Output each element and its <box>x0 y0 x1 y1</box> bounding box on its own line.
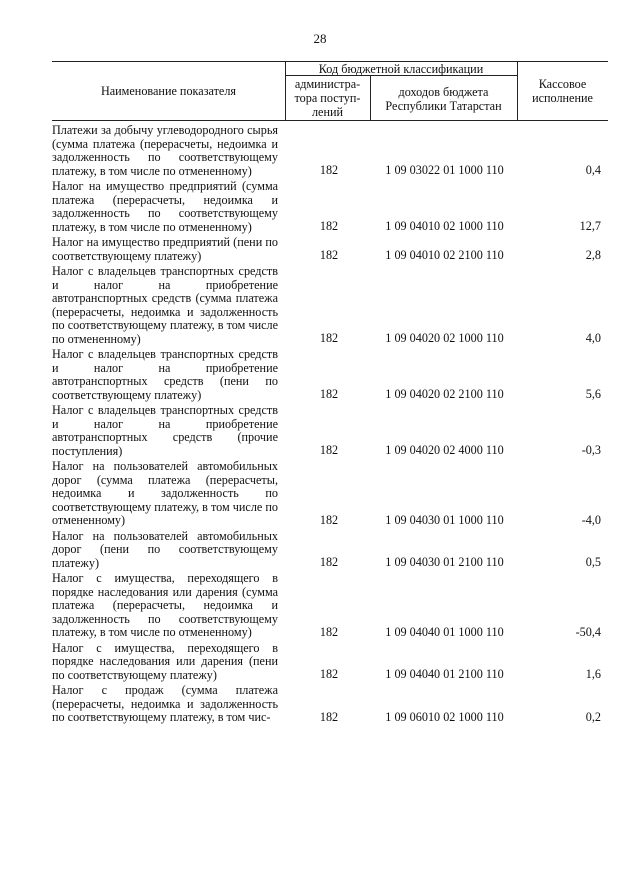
row-admin-code: 182 <box>319 219 339 233</box>
row-admin-code: 182 <box>319 387 339 401</box>
table-row <box>52 642 608 685</box>
row-name: Налог с имущества, переходящего в порядке наследования или дарения (пени по соответствующему платежу) <box>52 640 278 682</box>
row-income-code: 1 09 04010 02 2100 110 <box>385 248 504 262</box>
row-admin-code: 182 <box>319 709 339 724</box>
row-admin-code: 182 <box>319 512 339 527</box>
row-name: Платежи за добычу углеводородного сырья (сумма платежа (перерасчеты, недоимка и задолженность по соответствующему платежу, в том числе по отмененному) <box>52 123 278 178</box>
row-name: Налог с владельцев транспортных средств и налог на приобретение автотранспортных средств (пени по соответствующему платежу) <box>52 347 278 402</box>
row-income-code: 1 09 06010 02 1000 110 <box>385 709 504 724</box>
row-value: -50,4 <box>575 624 601 639</box>
table-row <box>52 684 608 727</box>
row-admin-code: 182 <box>319 331 339 345</box>
row-income-code: 1 09 04020 02 2100 110 <box>385 387 504 401</box>
row-name: Налог с владельцев транспортных средств и налог на приобретение автотранспортных средств (сумма платежа (перерасчеты, недоимка и задолженность по соответствующему платежу, в том числе по отмененному) <box>52 264 278 346</box>
row-value: 12,7 <box>579 219 601 233</box>
row-value: 0,4 <box>585 163 601 177</box>
row-name: Налог на имущество предприятий (пени по соответствующему платежу) <box>52 235 278 263</box>
table-row <box>52 265 608 348</box>
row-admin-code: 182 <box>319 667 339 681</box>
row-income-code: 1 09 04020 02 4000 110 <box>385 443 504 457</box>
header-name-col: Наименование показателя <box>100 84 237 98</box>
row-admin-code: 182 <box>319 555 339 569</box>
row-admin-code: 182 <box>319 163 339 177</box>
table-body <box>52 124 608 727</box>
row-name: Налог на имущество предприятий (сумма платежа (перерасчеты, недоимка и задолженность по соответствующему платежу, в том числе по отмененному) <box>52 179 278 234</box>
row-name: Налог на пользователей автомобильных дорог (пени по соответствующему платежу) <box>52 528 278 570</box>
row-value: -0,3 <box>581 443 601 457</box>
row-name: Налог с продаж (сумма платежа (перерасчеты, недоимка и задолженность по соответствующему платежу, в том чис- <box>52 683 278 724</box>
row-value: 0,5 <box>585 555 601 569</box>
row-income-code: 1 09 04040 01 1000 110 <box>385 624 504 639</box>
table-row <box>52 404 608 460</box>
row-name: Налог с имущества, переходящего в порядке наследования или дарения (сумма платежа (перерасчеты, недоимка и задолженность по соответствующему платежу, в том числе по отмененному) <box>52 571 278 639</box>
row-admin-code: 182 <box>319 248 339 262</box>
table-row <box>52 530 608 573</box>
row-name: Налог с владельцев транспортных средств и налог на приобретение автотранспортных средств (прочие поступления) <box>52 403 278 458</box>
table-row <box>52 124 608 180</box>
row-income-code: 1 09 04030 01 2100 110 <box>385 555 504 569</box>
row-value: -4,0 <box>581 512 601 527</box>
row-income-code: 1 09 04030 01 1000 110 <box>385 512 504 527</box>
row-admin-code: 182 <box>319 624 339 639</box>
row-value: 0,2 <box>585 709 601 724</box>
table-row <box>52 348 608 404</box>
row-admin-code: 182 <box>319 443 339 457</box>
header-bottom-rule <box>52 120 608 121</box>
row-income-code: 1 09 04040 01 2100 110 <box>385 667 504 681</box>
row-income-code: 1 09 04020 02 1000 110 <box>385 331 504 345</box>
header-admin-col: администра- тора поступ- лений <box>294 77 361 119</box>
page-number: 28 <box>313 31 327 46</box>
table-row <box>52 572 608 642</box>
table-row <box>52 460 608 530</box>
row-value: 1,6 <box>585 667 601 681</box>
row-name: Налог на пользователей автомобильных дорог (сумма платежа (перерасчеты, недоимка и задолженность по соответствующему платежу, в том числе по отмененному) <box>52 459 278 527</box>
row-value: 5,6 <box>585 387 601 401</box>
row-income-code: 1 09 04010 02 1000 110 <box>385 219 504 233</box>
header-cash-col: Кассовое исполнение <box>532 77 593 105</box>
table-row <box>52 236 608 265</box>
header-group: Код бюджетной классификации <box>318 62 484 76</box>
row-value: 4,0 <box>585 331 601 345</box>
table-row <box>52 180 608 236</box>
row-value: 2,8 <box>585 248 601 262</box>
header-income-col: доходов бюджета Республики Татарстан <box>385 85 502 113</box>
row-income-code: 1 09 03022 01 1000 110 <box>385 163 504 177</box>
